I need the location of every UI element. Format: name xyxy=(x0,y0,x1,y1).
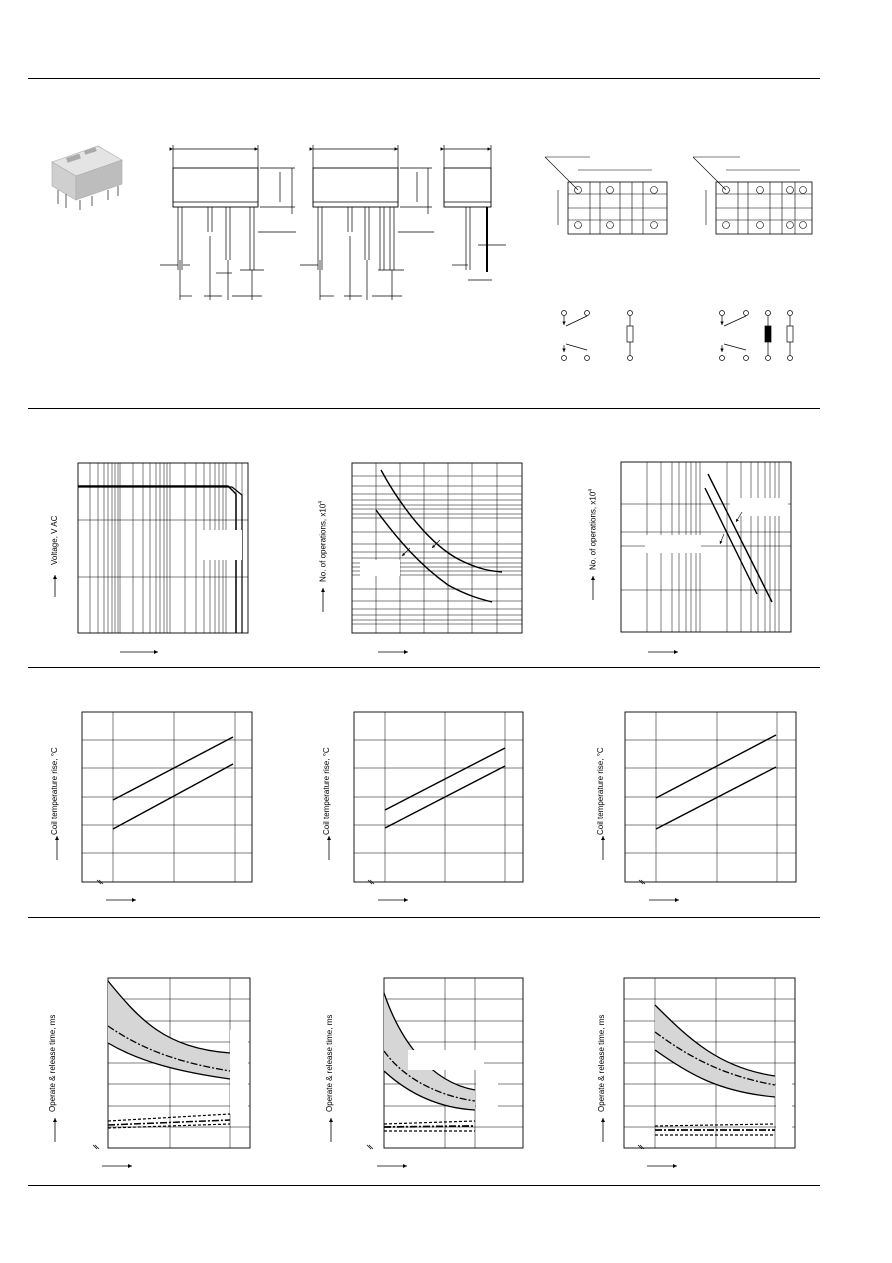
ylabel-operate-release-3: Operate & release time, ms xyxy=(597,1014,606,1112)
chart-operate-release-3 xyxy=(603,978,795,1166)
ylabel-operations-1-exp: 4 xyxy=(318,500,324,504)
pcb-layout-1 xyxy=(545,157,667,234)
chart-operate-release-2 xyxy=(331,978,523,1166)
ylabel-coil-temp-2: Coil temperature rise, °C xyxy=(322,747,331,835)
ylabel-voltage: Voltage, V AC xyxy=(50,515,59,565)
ylabel-operations-1-text: No. of operations, x10 xyxy=(318,503,328,582)
ylabel-operations-2-text: No. of operations, x10 xyxy=(588,491,598,570)
dimension-drawing-front xyxy=(160,145,296,300)
dimension-drawing-side xyxy=(444,145,506,280)
relay-photo xyxy=(52,146,122,210)
schematic-1 xyxy=(562,311,634,361)
chart-coil-temp-2 xyxy=(329,712,523,900)
ylabel-operate-release-1: Operate & release time, ms xyxy=(48,1014,57,1112)
pcb-layout-2 xyxy=(693,157,812,234)
chart-life-curve-1 xyxy=(323,463,522,652)
ylabel-coil-temp-3: Coil temperature rise, °C xyxy=(596,747,605,835)
ylabel-coil-temp-1: Coil temperature rise, °C xyxy=(50,747,59,835)
ylabel-operate-release-2: Operate & release time, ms xyxy=(325,1014,334,1112)
ylabel-operations-2-exp: 4 xyxy=(588,488,594,492)
chart-coil-temp-1 xyxy=(57,712,252,900)
chart-operate-release-1 xyxy=(55,978,250,1166)
chart-life-curve-2 xyxy=(593,462,791,652)
chart-coil-temp-3 xyxy=(603,712,796,900)
dimension-drawing-front-2 xyxy=(300,145,434,300)
schematic-2 xyxy=(720,311,794,361)
chart-max-switching-power xyxy=(55,463,248,652)
